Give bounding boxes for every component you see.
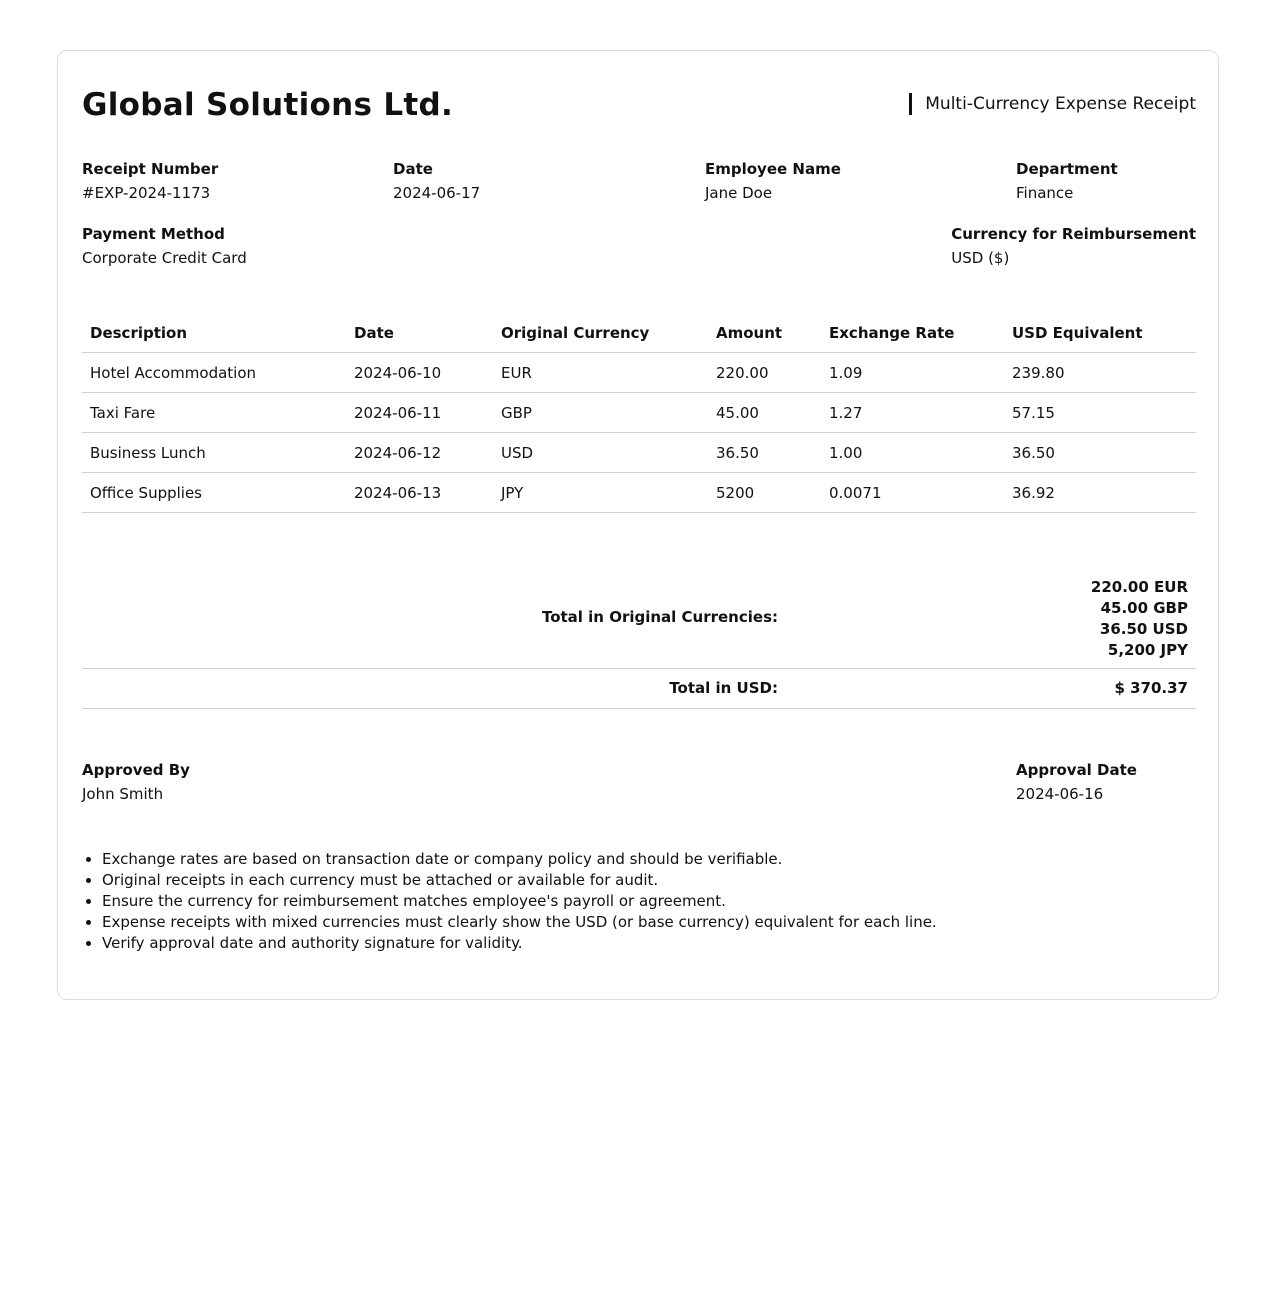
date-label: Date xyxy=(393,160,433,178)
cell-usd-equivalent: 239.80 xyxy=(1004,353,1196,393)
date-value: 2024-06-17 xyxy=(393,184,481,202)
payment-method-label: Payment Method xyxy=(82,225,225,243)
cell-date: 2024-06-10 xyxy=(346,353,493,393)
list-item: • Exchange rates are based on transaction date or company policy and should be verifiable. xyxy=(102,849,937,870)
total-original-jpy: 5,200 JPY xyxy=(1107,641,1188,659)
table-row xyxy=(82,393,1196,433)
table-row xyxy=(82,433,1196,473)
approved-by-value: John Smith xyxy=(82,785,164,803)
date-field xyxy=(393,159,480,203)
totals-section xyxy=(82,571,1196,709)
receipt-number-value: #EXP-2024-1173 xyxy=(82,184,211,202)
employee-name-value: Jane Doe xyxy=(705,184,773,202)
cell-usd-equivalent: 57.15 xyxy=(1004,393,1196,433)
cell-date: 2024-06-13 xyxy=(346,473,493,513)
cell-date: 2024-06-12 xyxy=(346,433,493,473)
total-original-row xyxy=(82,571,1196,669)
receipt-card xyxy=(57,50,1219,1000)
approved-by-label: Approved By xyxy=(82,761,190,779)
total-usd-label: Total in USD: xyxy=(669,679,778,697)
cell-exchange-rate: 1.00 xyxy=(821,433,1004,473)
cell-exchange-rate: 0.0071 xyxy=(821,473,1004,513)
employee-name-field xyxy=(705,159,841,203)
cell-description: Hotel Accommodation xyxy=(82,353,346,393)
cell-usd-equivalent: 36.50 xyxy=(1004,433,1196,473)
cell-amount: 5200 xyxy=(708,473,821,513)
list-item: • Original receipts in each currency must be attached or available for audit. xyxy=(102,870,937,891)
reimbursement-currency-label: Currency for Reimbursement xyxy=(951,225,1196,243)
total-original-usd: 36.50 USD xyxy=(1099,620,1188,638)
table-row xyxy=(82,353,1196,393)
column-header-exchange-rate: Exchange Rate xyxy=(821,313,1004,353)
cell-amount: 220.00 xyxy=(708,353,821,393)
column-header-date: Date xyxy=(346,313,493,353)
column-header-usd-equivalent: USD Equivalent xyxy=(1004,313,1196,353)
cell-usd-equivalent: 36.92 xyxy=(1004,473,1196,513)
cell-original-currency: EUR xyxy=(493,353,708,393)
list-item: • Verify approval date and authority signature for validity. xyxy=(102,933,937,954)
cell-description: Business Lunch xyxy=(82,433,346,473)
approval-date-label: Approval Date xyxy=(1016,761,1137,779)
list-item: • Ensure the currency for reimbursement matches employee's payroll or agreement. xyxy=(102,891,937,912)
column-header-amount: Amount xyxy=(708,313,821,353)
column-header-description: Description xyxy=(82,313,346,353)
list-item: • Expense receipts with mixed currencies must clearly show the USD (or base currency) equivalent for each line. xyxy=(102,912,937,933)
cell-amount: 45.00 xyxy=(708,393,821,433)
cell-exchange-rate: 1.27 xyxy=(821,393,1004,433)
total-original-gbp: 45.00 GBP xyxy=(1100,599,1188,617)
cell-amount: 36.50 xyxy=(708,433,821,473)
cell-original-currency: JPY xyxy=(493,473,708,513)
table-row xyxy=(82,473,1196,513)
receipt-number-field xyxy=(82,159,218,203)
department-value: Finance xyxy=(1016,184,1074,202)
cell-exchange-rate: 1.09 xyxy=(821,353,1004,393)
total-original-eur: 220.00 EUR xyxy=(1090,578,1188,596)
cell-description: Taxi Fare xyxy=(82,393,346,433)
total-original-values xyxy=(1091,577,1188,661)
approval-date-value: 2024-06-16 xyxy=(1016,785,1104,803)
cell-date: 2024-06-11 xyxy=(346,393,493,433)
policy-notes-list xyxy=(82,849,937,954)
department-label: Department xyxy=(1016,160,1118,178)
department-field xyxy=(1016,159,1118,203)
cell-original-currency: GBP xyxy=(493,393,708,433)
employee-name-label: Employee Name xyxy=(705,160,841,178)
reimbursement-currency-value: USD ($) xyxy=(951,249,1010,267)
payment-method-field xyxy=(82,224,247,268)
approved-by-field xyxy=(82,760,190,804)
expense-table xyxy=(82,313,1196,513)
receipt-number-label: Receipt Number xyxy=(82,160,219,178)
payment-method-value: Corporate Credit Card xyxy=(82,249,247,267)
table-header-row xyxy=(82,313,1196,353)
total-usd-row xyxy=(82,669,1196,709)
approval-date-field xyxy=(1016,760,1137,804)
total-original-label: Total in Original Currencies: xyxy=(541,608,778,626)
document-title: Multi-Currency Expense Receipt xyxy=(909,93,1196,115)
reimbursement-currency-field xyxy=(951,224,1196,268)
cell-description: Office Supplies xyxy=(82,473,346,513)
company-name: Global Solutions Ltd. xyxy=(82,87,454,123)
column-header-original-currency: Original Currency xyxy=(493,313,708,353)
total-usd-value: $ 370.37 xyxy=(1114,679,1188,697)
cell-original-currency: USD xyxy=(493,433,708,473)
